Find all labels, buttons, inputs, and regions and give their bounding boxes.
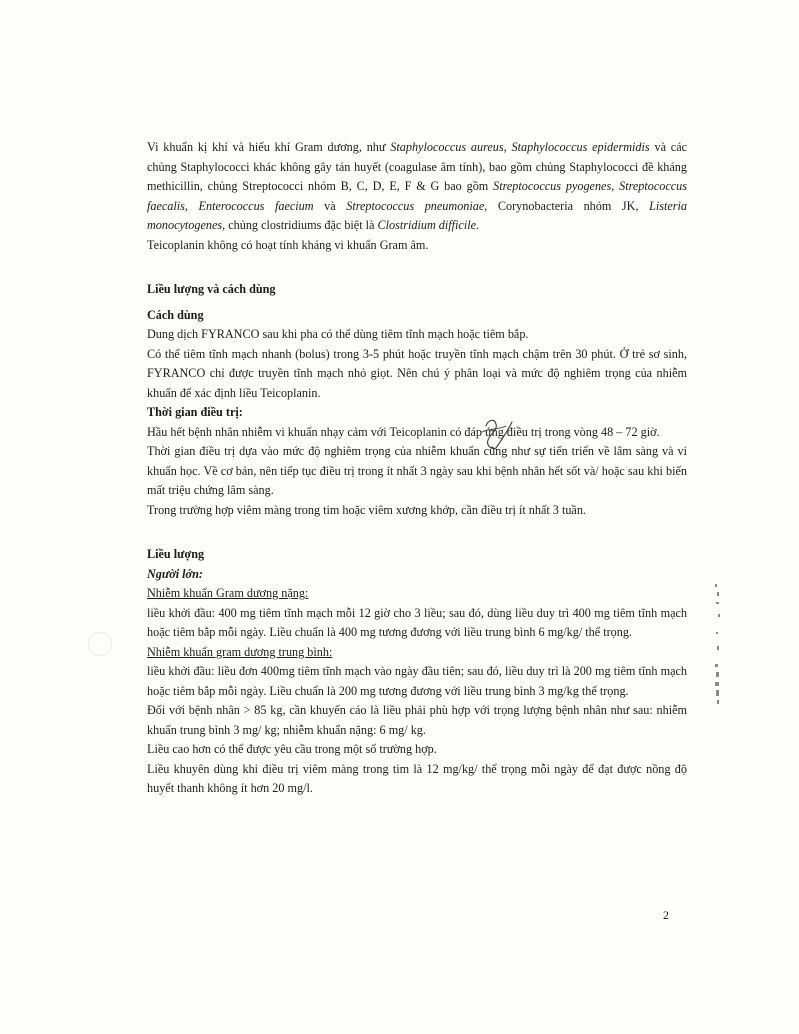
dosage-heading: Liều lượng	[147, 547, 205, 561]
organism-name: Staphylococcus epidermidis	[511, 140, 650, 154]
treatment-duration-heading: Thời gian điều trị:	[147, 405, 243, 419]
text-run: chủng clostridiums đặc biệt là	[225, 218, 378, 232]
severe-infection-paragraph: liều khởi đầu: 400 mg tiêm tĩnh mạch mỗi 12 giờ cho 3 liều; sau đó, dùng liều duy trì 400 mg tiêm tĩnh mạch hoặc tiêm bắp mỗi ngày. Liều chuẩn là 400 mg tương đương với liều trung bình 6 mg/kg/ thể trọng.	[147, 605, 687, 639]
text-run: ,	[503, 140, 512, 154]
moderate-infection-heading: Nhiễm khuẩn gram dương trung bình:	[147, 644, 333, 659]
page-number: 2	[663, 908, 669, 922]
administration-heading: Cách dùng	[147, 307, 204, 322]
text-run: .	[476, 218, 480, 232]
treatment-duration-paragraph-2: Thời gian điều trị dựa vào mức độ nghiêm trọng của nhiễm khuẩn cũng như sự tiến triển về lâm sàng và vi khuẩn học. Về cơ bản, nên tiếp tục điều trị trong ít nhất 3 ngày sau khi bệnh nhân hết sốt và/ hoặc sau khi biến mất triệu chứng lâm sàng.	[147, 444, 687, 497]
higher-dose-paragraph: Liều cao hơn có thể được yêu cầu trong một số trường hợp.	[147, 742, 437, 756]
gram-negative-note: Teicoplanin không có hoạt tính kháng vi khuẩn Gram âm.	[147, 237, 429, 252]
administration-paragraph-2: Có thể tiêm tĩnh mạch nhanh (bolus) trong 3-5 phút hoặc truyền tĩnh mạch chậm trên 30 phút. Ở trẻ sơ sinh, FYRANCO chỉ được truyền tĩnh mạch nhỏ giọt. Nên chú ý phân loại và mức độ nghiêm trọng của nhiễm khuẩn để xác định liều Teicoplanin.	[147, 346, 687, 400]
text-run: ,	[184, 198, 199, 213]
organism-name: Streptococcus pyogenes	[493, 179, 612, 193]
administration-paragraph-1: Dung dịch FYRANCO sau khi pha có thể dùng tiêm tĩnh mạch hoặc tiêm bắp.	[147, 327, 529, 341]
text-run: , Corynobacteria nhóm JK,	[484, 198, 650, 213]
organism-name: Clostridium difficile	[377, 218, 477, 232]
severe-infection-heading: Nhiễm khuẩn Gram dương nặng:	[147, 586, 309, 600]
scan-punch-hole-mark	[88, 632, 112, 656]
text-run: và	[313, 198, 347, 213]
scan-edge-marks	[711, 580, 725, 710]
organism-name: Staphylococcus aureus	[390, 140, 504, 154]
endocarditis-dose-paragraph: Liều khuyên dùng khi điều trị viêm màng trong tim là 12 mg/kg/ thể trọng mỗi ngày để đạt được nồng độ huyết thanh không ít hơn 20 mg/l.	[147, 761, 687, 795]
organism-name: Streptococcus faecalis	[147, 179, 688, 213]
organism-name: Enterococcus faecium	[198, 198, 314, 213]
adults-subheading: Người lớn:	[147, 566, 203, 581]
moderate-infection-paragraph: liều khởi đầu: liều đơn 400mg tiêm tĩnh mạch vào ngày đầu tiên; sau đó, liều duy trì là 200 mg tiêm tĩnh mạch hoặc tiêm bắp mỗi ngày. Liều chuẩn là 200 mg tương đương với liều trung bình 3 mg/kg thể trọng.	[147, 664, 687, 698]
handwritten-signature-mark	[476, 412, 522, 462]
text-run: ,	[611, 179, 620, 193]
treatment-duration-paragraph-3: Trong trường hợp viêm màng trong tim hoặc viêm xương khớp, cần điều trị ít nhất 3 tuần.	[147, 502, 586, 517]
organism-name: Streptococcus pneumoniae	[346, 198, 485, 213]
text-run: và các chủng Staphylococci khác không gây tán huyết (coagulase âm tính), bao gồm chủng Staphylococci đề kháng methicillin, chủng Streptococci nhóm B, C, D, E, F & G bao gồm	[147, 140, 688, 193]
over-85kg-paragraph: Đối với bệnh nhân > 85 kg, cần khuyến cáo là liều phải phù hợp với trọng lượng bệnh nhân như sau: nhiễm khuẩn trung bình 3 mg/ kg; nhiễm khuẩn nặng: 6 mg/ kg.	[147, 703, 687, 737]
treatment-duration-paragraph-1: Hầu hết bệnh nhân nhiễm vi khuẩn nhạy cảm với Teicoplanin có đáp ứng điều trị trong vòng 48 – 72 giờ.	[147, 424, 660, 439]
dosage-and-administration-heading: Liều lượng và cách dùng	[147, 282, 276, 296]
antibacterial-spectrum-paragraph	[147, 138, 687, 236]
organism-name: Listeria monocytogenes,	[147, 198, 687, 232]
text-run: Vi khuẩn kị khí và hiếu khí Gram dương, như	[147, 140, 391, 154]
document-body	[147, 138, 687, 799]
